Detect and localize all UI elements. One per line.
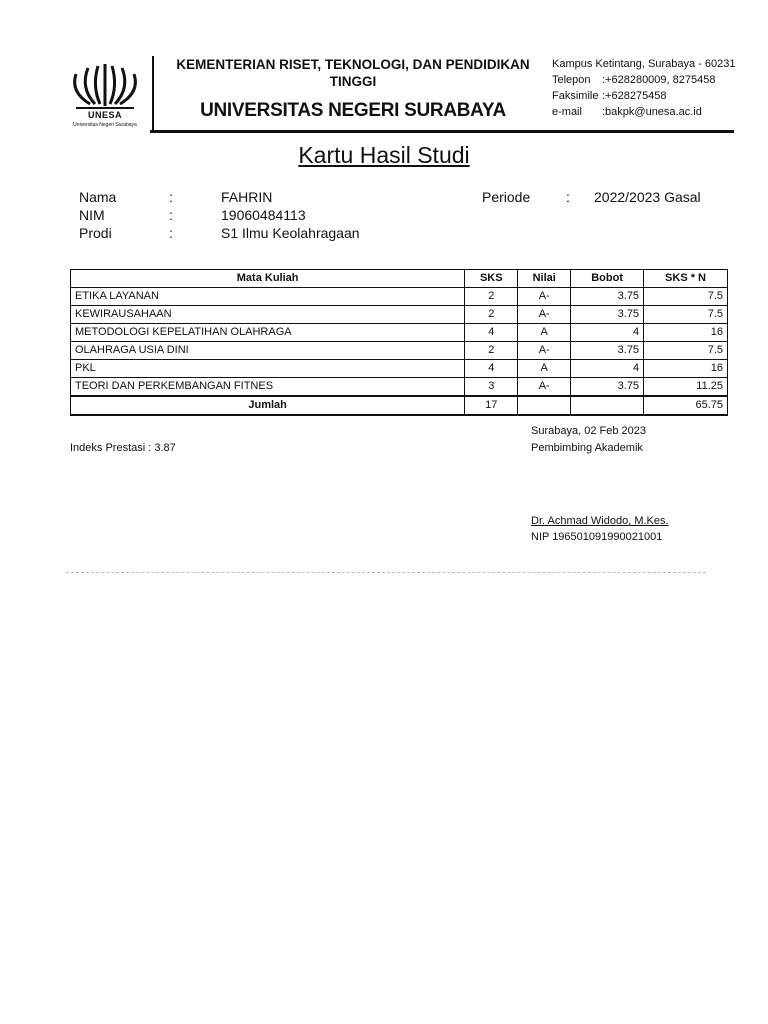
total-label: Jumlah [71, 396, 465, 415]
course-sks: 4 [465, 324, 518, 342]
indeks-prestasi: Indeks Prestasi : 3.87 [70, 442, 176, 454]
logo-subtext: Universitas Negeri Surabaya [73, 122, 137, 128]
table-row [71, 360, 728, 378]
total-sks: 17 [465, 396, 518, 415]
table-row [71, 288, 728, 306]
table-row [71, 306, 728, 324]
total-nilai-empty [518, 396, 571, 415]
total-bobot-empty [571, 396, 644, 415]
email-value: :bakpk@unesa.ac.id [602, 106, 702, 118]
course-sks-n: 16 [644, 324, 728, 342]
course-sks: 3 [465, 378, 518, 397]
faksimile-value: :+628275458 [602, 90, 667, 102]
course-name: OLAHRAGA USIA DINI [71, 342, 465, 360]
header-divider-vertical [152, 56, 154, 130]
course-name: ETIKA LAYANAN [71, 288, 465, 306]
course-sks-n: 7.5 [644, 306, 728, 324]
contact-block [552, 56, 742, 120]
col-header-bobot: Bobot [571, 270, 644, 288]
signature-role: Pembimbing Akademik [531, 442, 643, 454]
signature-place-date: Surabaya, 02 Feb 2023 [531, 425, 646, 437]
table-row [71, 378, 728, 397]
course-bobot: 4 [571, 324, 644, 342]
nim-value: 19060484113 [221, 207, 306, 223]
unesa-emblem-icon [62, 56, 148, 110]
email-label: e-mail [552, 106, 582, 118]
table-row [71, 324, 728, 342]
signature-name: Dr. Achmad Widodo, M.Kes. [531, 515, 669, 527]
prodi-colon: : [169, 225, 173, 241]
periode-colon: : [566, 189, 570, 205]
telepon-label: Telepon [552, 74, 591, 86]
col-header-mata-kuliah: Mata Kuliah [71, 270, 465, 288]
course-name: KEWIRAUSAHAAN [71, 306, 465, 324]
course-nilai: A- [518, 306, 571, 324]
course-sks: 2 [465, 306, 518, 324]
nim-label: NIM [79, 207, 105, 223]
periode-row [482, 188, 701, 206]
col-header-sks-n: SKS * N [644, 270, 728, 288]
periode-label: Periode [482, 189, 531, 205]
ministry-name: KEMENTERIAN RISET, TEKNOLOGI, DAN PENDIDIKAN TINGGI [176, 57, 530, 89]
course-nilai: A- [518, 342, 571, 360]
logo-text: UNESA [87, 110, 122, 120]
prodi-label: Prodi [79, 225, 112, 241]
nama-colon: : [169, 189, 173, 205]
telepon-value: :+628280009, 8275458 [602, 74, 716, 86]
course-bobot: 3.75 [571, 306, 644, 324]
total-sks-n: 65.75 [644, 396, 728, 415]
col-header-sks: SKS [465, 270, 518, 288]
course-name: METODOLOGI KEPELATIHAN OLAHRAGA [71, 324, 465, 342]
nim-colon: : [169, 207, 173, 223]
course-sks-n: 11.25 [644, 378, 728, 397]
grades-table [70, 269, 728, 416]
course-nilai: A [518, 324, 571, 342]
course-bobot: 3.75 [571, 378, 644, 397]
nama-label: Nama [79, 189, 117, 205]
col-header-nilai: Nilai [518, 270, 571, 288]
course-nilai: A- [518, 288, 571, 306]
student-info [79, 188, 360, 242]
course-sks: 2 [465, 288, 518, 306]
course-sks-n: 7.5 [644, 288, 728, 306]
prodi-value: S1 Ilmu Keolahragaan [221, 225, 360, 241]
nama-value: FAHRIN [221, 189, 273, 205]
faksimile-label: Faksimile [552, 90, 599, 102]
course-bobot: 3.75 [571, 342, 644, 360]
course-sks-n: 7.5 [644, 342, 728, 360]
table-header-row [71, 270, 728, 288]
periode-value: 2022/2023 Gasal [594, 189, 701, 205]
course-sks-n: 16 [644, 360, 728, 378]
header-divider [150, 130, 734, 133]
course-nilai: A [518, 360, 571, 378]
page-title: Kartu Hasil Studi [298, 142, 470, 168]
course-sks: 4 [465, 360, 518, 378]
course-bobot: 4 [571, 360, 644, 378]
address: Kampus Ketintang, Surabaya - 60231 [552, 58, 736, 70]
course-bobot: 3.75 [571, 288, 644, 306]
table-row [71, 342, 728, 360]
signature-nip: NIP 196501091990021001 [531, 531, 663, 543]
page-divider [66, 572, 706, 573]
course-name: TEORI DAN PERKEMBANGAN FITNES [71, 378, 465, 397]
table-total-row [71, 396, 728, 415]
university-name: UNIVERSITAS NEGERI SURABAYA [200, 100, 506, 121]
university-logo [62, 56, 148, 132]
course-nilai: A- [518, 378, 571, 397]
course-sks: 2 [465, 342, 518, 360]
course-name: PKL [71, 360, 465, 378]
